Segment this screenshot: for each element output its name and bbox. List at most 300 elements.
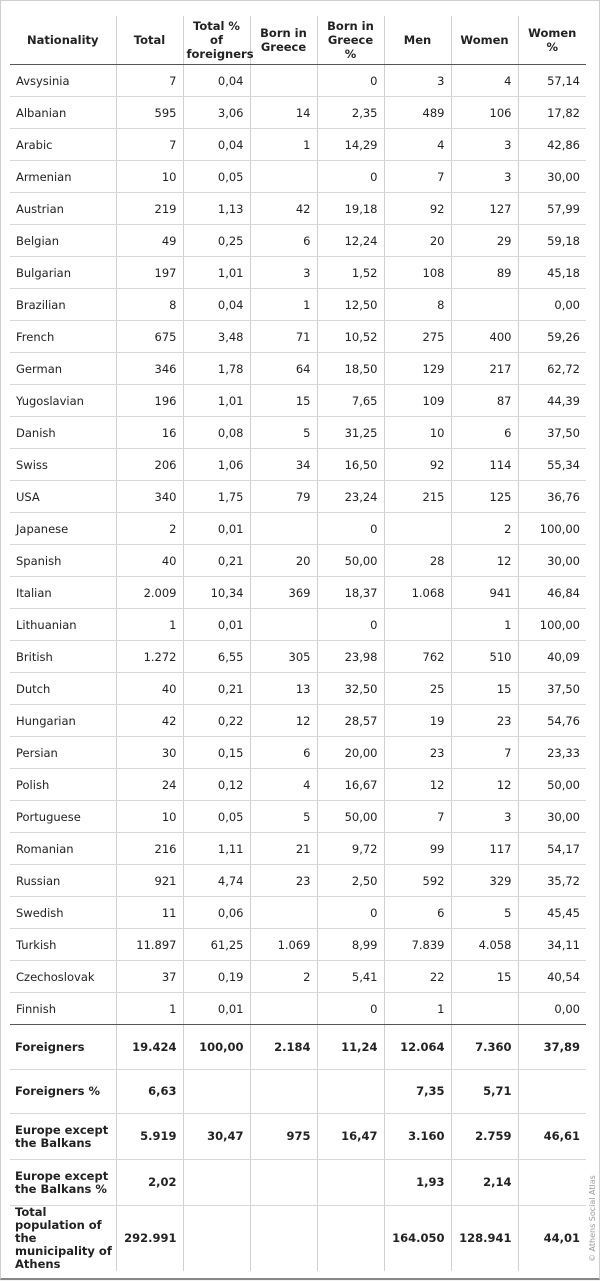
value-cell-born-in-greece-pct: 23,24 (317, 481, 384, 513)
value-cell-women: 89 (451, 257, 518, 289)
value-cell-born-in-greece-pct: 14,29 (317, 129, 384, 161)
value-cell-total-pct-foreigners: 1,78 (183, 353, 250, 385)
value-cell-born-in-greece-pct: 0 (317, 993, 384, 1025)
summary-value-cell-total: 5.919 (116, 1114, 183, 1160)
value-cell-total-pct-foreigners: 0,06 (183, 897, 250, 929)
nationality-cell: Persian (10, 737, 116, 769)
nationality-cell: Swiss (10, 449, 116, 481)
value-cell-men: 489 (384, 97, 451, 129)
summary-label-cell: Foreigners % (10, 1070, 116, 1114)
value-cell-women: 400 (451, 321, 518, 353)
summary-value-cell-women: 2,14 (451, 1160, 518, 1206)
table-row (10, 673, 586, 705)
summary-value-cell-men: 7,35 (384, 1070, 451, 1114)
value-cell-women-pct: 57,14 (518, 65, 586, 97)
value-cell-men: 20 (384, 225, 451, 257)
value-cell-born-in-greece: 13 (250, 673, 317, 705)
value-cell-women-pct: 42,86 (518, 129, 586, 161)
table-row (10, 833, 586, 865)
value-cell-total-pct-foreigners: 1,11 (183, 833, 250, 865)
nationality-cell: British (10, 641, 116, 673)
value-cell-born-in-greece-pct: 50,00 (317, 545, 384, 577)
value-cell-women: 29 (451, 225, 518, 257)
value-cell-men: 275 (384, 321, 451, 353)
value-cell-total: 197 (116, 257, 183, 289)
value-cell-born-in-greece: 79 (250, 481, 317, 513)
value-cell-born-in-greece-pct: 7,65 (317, 385, 384, 417)
value-cell-women: 941 (451, 577, 518, 609)
value-cell-women-pct: 40,09 (518, 641, 586, 673)
summary-value-cell-born-in-greece-pct (317, 1206, 384, 1272)
value-cell-total-pct-foreigners: 0,12 (183, 769, 250, 801)
nationality-cell: Spanish (10, 545, 116, 577)
table-row (10, 321, 586, 353)
value-cell-men: 108 (384, 257, 451, 289)
value-cell-born-in-greece (250, 65, 317, 97)
value-cell-born-in-greece-pct: 0 (317, 161, 384, 193)
nationality-cell: Turkish (10, 929, 116, 961)
nationality-cell: Armenian (10, 161, 116, 193)
value-cell-total-pct-foreigners: 0,22 (183, 705, 250, 737)
value-cell-born-in-greece: 369 (250, 577, 317, 609)
value-cell-women-pct: 34,11 (518, 929, 586, 961)
value-cell-born-in-greece-pct: 2,35 (317, 97, 384, 129)
table-row (10, 193, 586, 225)
summary-value-cell-men: 1,93 (384, 1160, 451, 1206)
table-row (10, 353, 586, 385)
table-row (10, 769, 586, 801)
value-cell-men: 12 (384, 769, 451, 801)
value-cell-born-in-greece-pct: 0 (317, 897, 384, 929)
value-cell-born-in-greece-pct: 9,72 (317, 833, 384, 865)
value-cell-men: 7 (384, 801, 451, 833)
value-cell-total: 2.009 (116, 577, 183, 609)
nationality-cell: Yugoslavian (10, 385, 116, 417)
table-row (10, 129, 586, 161)
nationality-cell: French (10, 321, 116, 353)
value-cell-total-pct-foreigners: 0,01 (183, 993, 250, 1025)
summary-value-cell-women: 2.759 (451, 1114, 518, 1160)
summary-value-cell-total-pct-foreigners: 100,00 (183, 1025, 250, 1070)
value-cell-women-pct: 100,00 (518, 513, 586, 545)
value-cell-born-in-greece: 71 (250, 321, 317, 353)
value-cell-born-in-greece: 5 (250, 417, 317, 449)
value-cell-women-pct: 0,00 (518, 993, 586, 1025)
value-cell-women: 510 (451, 641, 518, 673)
value-cell-born-in-greece: 23 (250, 865, 317, 897)
value-cell-men: 1.068 (384, 577, 451, 609)
nationality-cell: Brazilian (10, 289, 116, 321)
summary-value-cell-women-pct: 44,01 (543, 1231, 580, 1245)
nationality-cell: Swedish (10, 897, 116, 929)
value-cell-born-in-greece-pct: 8,99 (317, 929, 384, 961)
summary-value-cell-women-pct (518, 1160, 586, 1206)
value-cell-total: 37 (116, 961, 183, 993)
value-cell-born-in-greece-pct: 1,52 (317, 257, 384, 289)
value-cell-total: 40 (116, 545, 183, 577)
nationality-cell: Albanian (10, 97, 116, 129)
value-cell-total: 49 (116, 225, 183, 257)
value-cell-men: 23 (384, 737, 451, 769)
value-cell-total: 8 (116, 289, 183, 321)
value-cell-born-in-greece (250, 161, 317, 193)
value-cell-born-in-greece: 15 (250, 385, 317, 417)
summary-value-cell-born-in-greece-pct (317, 1160, 384, 1206)
value-cell-men: 215 (384, 481, 451, 513)
summary-value-cell-men: 12.064 (384, 1025, 451, 1070)
value-cell-born-in-greece: 14 (250, 97, 317, 129)
summary-value-cell-total: 19.424 (116, 1025, 183, 1070)
nationality-cell: Russian (10, 865, 116, 897)
value-cell-total: 11.897 (116, 929, 183, 961)
summary-label-cell: Total population of the municipality of Athens (10, 1206, 116, 1272)
value-cell-born-in-greece: 34 (250, 449, 317, 481)
value-cell-total: 2 (116, 513, 183, 545)
value-cell-women-pct: 23,33 (518, 737, 586, 769)
column-header-born-in-greece: Born in Greece (250, 16, 317, 65)
value-cell-born-in-greece (250, 513, 317, 545)
value-cell-total: 7 (116, 129, 183, 161)
table-row (10, 385, 586, 417)
value-cell-total-pct-foreigners: 0,04 (183, 289, 250, 321)
value-cell-born-in-greece: 1.069 (250, 929, 317, 961)
column-header-born-in-greece-pct: Born in Greece % (317, 16, 384, 65)
summary-value-cell-born-in-greece-pct: 16,47 (317, 1114, 384, 1160)
value-cell-total-pct-foreigners: 0,21 (183, 545, 250, 577)
value-cell-women-pct: 55,34 (518, 449, 586, 481)
value-cell-men: 1 (384, 993, 451, 1025)
value-cell-women: 12 (451, 545, 518, 577)
value-cell-women: 125 (451, 481, 518, 513)
value-cell-born-in-greece-pct: 12,24 (317, 225, 384, 257)
value-cell-women-pct: 37,50 (518, 673, 586, 705)
summary-value-cell-total-pct-foreigners: 30,47 (183, 1114, 250, 1160)
value-cell-men: 10 (384, 417, 451, 449)
value-cell-women-pct: 0,00 (518, 289, 586, 321)
value-cell-women: 5 (451, 897, 518, 929)
value-cell-total: 346 (116, 353, 183, 385)
table-row (10, 449, 586, 481)
value-cell-total-pct-foreigners: 1,01 (183, 385, 250, 417)
value-cell-women (451, 289, 518, 321)
value-cell-total-pct-foreigners: 3,06 (183, 97, 250, 129)
value-cell-total-pct-foreigners: 0,21 (183, 673, 250, 705)
value-cell-women-pct: 30,00 (518, 545, 586, 577)
nationality-table (10, 16, 586, 1271)
table-row (10, 577, 586, 609)
nationality-cell: Austrian (10, 193, 116, 225)
summary-value-cell-women: 128.941 (451, 1206, 518, 1272)
table-row (10, 993, 586, 1025)
value-cell-born-in-greece (250, 993, 317, 1025)
value-cell-total: 219 (116, 193, 183, 225)
value-cell-born-in-greece (250, 609, 317, 641)
value-cell-men (384, 609, 451, 641)
table-row (10, 257, 586, 289)
value-cell-total-pct-foreigners: 3,48 (183, 321, 250, 353)
table-row (10, 737, 586, 769)
nationality-cell: Polish (10, 769, 116, 801)
value-cell-born-in-greece: 4 (250, 769, 317, 801)
summary-value-cell-born-in-greece (250, 1206, 317, 1272)
value-cell-women-pct: 45,45 (518, 897, 586, 929)
value-cell-total-pct-foreigners: 0,04 (183, 65, 250, 97)
value-cell-women-pct: 44,39 (518, 385, 586, 417)
summary-value-cell-total-pct-foreigners (183, 1070, 250, 1114)
table-row (10, 865, 586, 897)
value-cell-total-pct-foreigners: 61,25 (183, 929, 250, 961)
summary-value-cell-total: 292.991 (116, 1206, 183, 1272)
value-cell-born-in-greece: 6 (250, 225, 317, 257)
value-cell-total-pct-foreigners: 0,15 (183, 737, 250, 769)
table-row (10, 929, 586, 961)
summary-row (10, 1025, 586, 1070)
value-cell-women: 127 (451, 193, 518, 225)
summary-value-cell-born-in-greece-pct: 11,24 (317, 1025, 384, 1070)
value-cell-women: 4.058 (451, 929, 518, 961)
value-cell-women-pct: 54,76 (518, 705, 586, 737)
value-cell-born-in-greece: 1 (250, 129, 317, 161)
value-cell-women (451, 993, 518, 1025)
header-row (10, 16, 586, 65)
value-cell-born-in-greece-pct: 19,18 (317, 193, 384, 225)
value-cell-born-in-greece-pct: 16,67 (317, 769, 384, 801)
value-cell-women-pct: 54,17 (518, 833, 586, 865)
value-cell-women-pct: 50,00 (518, 769, 586, 801)
value-cell-born-in-greece-pct: 50,00 (317, 801, 384, 833)
value-cell-born-in-greece-pct: 18,37 (317, 577, 384, 609)
value-cell-women-pct: 30,00 (518, 801, 586, 833)
summary-value-cell-women-pct (518, 1070, 586, 1114)
value-cell-women: 7 (451, 737, 518, 769)
table-row (10, 897, 586, 929)
nationality-cell: Belgian (10, 225, 116, 257)
value-cell-total: 196 (116, 385, 183, 417)
value-cell-women: 217 (451, 353, 518, 385)
value-cell-women: 15 (451, 961, 518, 993)
value-cell-women-pct: 46,84 (518, 577, 586, 609)
summary-value-cell-men: 3.160 (384, 1114, 451, 1160)
value-cell-born-in-greece: 21 (250, 833, 317, 865)
value-cell-born-in-greece (250, 897, 317, 929)
value-cell-born-in-greece: 12 (250, 705, 317, 737)
value-cell-women-pct: 30,00 (518, 161, 586, 193)
value-cell-women: 3 (451, 161, 518, 193)
nationality-cell: Japanese (10, 513, 116, 545)
value-cell-born-in-greece-pct: 28,57 (317, 705, 384, 737)
value-cell-women-pct: 17,82 (518, 97, 586, 129)
value-cell-total: 24 (116, 769, 183, 801)
summary-value-cell-total-pct-foreigners (183, 1206, 250, 1272)
value-cell-women: 4 (451, 65, 518, 97)
column-header-total: Total (116, 16, 183, 65)
value-cell-total-pct-foreigners: 0,08 (183, 417, 250, 449)
value-cell-born-in-greece-pct: 0 (317, 513, 384, 545)
value-cell-men: 4 (384, 129, 451, 161)
nationality-cell: Finnish (10, 993, 116, 1025)
value-cell-total-pct-foreigners: 1,13 (183, 193, 250, 225)
value-cell-born-in-greece-pct: 23,98 (317, 641, 384, 673)
nationality-cell: Czechoslovak (10, 961, 116, 993)
value-cell-total-pct-foreigners: 0,05 (183, 801, 250, 833)
value-cell-total: 10 (116, 161, 183, 193)
value-cell-men: 7 (384, 161, 451, 193)
value-cell-women-pct: 57,99 (518, 193, 586, 225)
nationality-cell: Dutch (10, 673, 116, 705)
value-cell-men (384, 513, 451, 545)
value-cell-born-in-greece-pct: 32,50 (317, 673, 384, 705)
value-cell-total: 30 (116, 737, 183, 769)
value-cell-total: 595 (116, 97, 183, 129)
table-row (10, 961, 586, 993)
value-cell-men: 3 (384, 65, 451, 97)
table-row (10, 545, 586, 577)
value-cell-total: 216 (116, 833, 183, 865)
summary-value-cell-total: 2,02 (116, 1160, 183, 1206)
value-cell-total: 921 (116, 865, 183, 897)
value-cell-total: 1.272 (116, 641, 183, 673)
value-cell-total-pct-foreigners: 1,01 (183, 257, 250, 289)
value-cell-born-in-greece-pct: 18,50 (317, 353, 384, 385)
value-cell-born-in-greece: 64 (250, 353, 317, 385)
value-cell-total-pct-foreigners: 6,55 (183, 641, 250, 673)
column-header-men: Men (384, 16, 451, 65)
value-cell-women: 3 (451, 129, 518, 161)
value-cell-men: 22 (384, 961, 451, 993)
value-cell-women: 23 (451, 705, 518, 737)
value-cell-born-in-greece-pct: 12,50 (317, 289, 384, 321)
nationality-cell: Avsysinia (10, 65, 116, 97)
summary-row (10, 1070, 586, 1114)
table-row (10, 801, 586, 833)
value-cell-born-in-greece-pct: 0 (317, 65, 384, 97)
summary-row (10, 1206, 586, 1272)
value-cell-women-pct: 45,18 (518, 257, 586, 289)
value-cell-born-in-greece: 3 (250, 257, 317, 289)
value-cell-total: 10 (116, 801, 183, 833)
value-cell-total-pct-foreigners: 0,19 (183, 961, 250, 993)
summary-value-cell-born-in-greece: 2.184 (250, 1025, 317, 1070)
nationality-cell: Romanian (10, 833, 116, 865)
value-cell-women: 117 (451, 833, 518, 865)
table-body (10, 65, 586, 1025)
nationality-cell: Bulgarian (10, 257, 116, 289)
value-cell-men: 8 (384, 289, 451, 321)
value-cell-born-in-greece: 2 (250, 961, 317, 993)
value-cell-men: 109 (384, 385, 451, 417)
nationality-cell: Italian (10, 577, 116, 609)
summary-value-cell-women: 5,71 (451, 1070, 518, 1114)
value-cell-men: 25 (384, 673, 451, 705)
value-cell-total: 340 (116, 481, 183, 513)
value-cell-women: 12 (451, 769, 518, 801)
value-cell-total: 11 (116, 897, 183, 929)
summary-value-cell-women-pct: 37,89 (518, 1025, 586, 1070)
value-cell-women-pct: 100,00 (518, 609, 586, 641)
value-cell-women-pct: 59,18 (518, 225, 586, 257)
table-row (10, 641, 586, 673)
value-cell-born-in-greece: 5 (250, 801, 317, 833)
value-cell-men: 92 (384, 449, 451, 481)
value-cell-born-in-greece: 1 (250, 289, 317, 321)
summary-value-cell-women: 7.360 (451, 1025, 518, 1070)
summary-value-cell-women-pct: 46,61 (518, 1114, 586, 1160)
summary-value-cell-total: 6,63 (116, 1070, 183, 1114)
value-cell-women: 106 (451, 97, 518, 129)
table-row (10, 609, 586, 641)
value-cell-women-pct: 59,26 (518, 321, 586, 353)
summary-value-cell-men: 164.050 (384, 1206, 451, 1272)
value-cell-born-in-greece: 6 (250, 737, 317, 769)
value-cell-total: 16 (116, 417, 183, 449)
nationality-cell: Arabic (10, 129, 116, 161)
value-cell-men: 28 (384, 545, 451, 577)
value-cell-total: 7 (116, 65, 183, 97)
summary-row (10, 1160, 586, 1206)
value-cell-born-in-greece-pct: 0 (317, 609, 384, 641)
value-cell-men: 92 (384, 193, 451, 225)
value-cell-men: 7.839 (384, 929, 451, 961)
value-cell-total-pct-foreigners: 10,34 (183, 577, 250, 609)
table-row (10, 481, 586, 513)
nationality-cell: USA (10, 481, 116, 513)
summary-label-cell: Foreigners (10, 1025, 116, 1070)
table-row (10, 161, 586, 193)
credit-text: © Athens Social Atlas (588, 1175, 597, 1262)
value-cell-born-in-greece: 305 (250, 641, 317, 673)
value-cell-men: 6 (384, 897, 451, 929)
value-cell-women: 15 (451, 673, 518, 705)
value-cell-women-pct: 62,72 (518, 353, 586, 385)
value-cell-women: 2 (451, 513, 518, 545)
value-cell-women-pct: 35,72 (518, 865, 586, 897)
value-cell-men: 99 (384, 833, 451, 865)
value-cell-total: 206 (116, 449, 183, 481)
value-cell-men: 592 (384, 865, 451, 897)
value-cell-men: 762 (384, 641, 451, 673)
value-cell-total-pct-foreigners: 1,06 (183, 449, 250, 481)
value-cell-born-in-greece-pct: 20,00 (317, 737, 384, 769)
value-cell-born-in-greece-pct: 5,41 (317, 961, 384, 993)
summary-value-cell-born-in-greece-pct (317, 1070, 384, 1114)
value-cell-total-pct-foreigners: 1,75 (183, 481, 250, 513)
summary-label-cell: Europe except the Balkans (10, 1114, 116, 1160)
nationality-cell: Portuguese (10, 801, 116, 833)
table-row (10, 225, 586, 257)
table-row (10, 705, 586, 737)
table-row (10, 417, 586, 449)
table-row (10, 289, 586, 321)
summary-label-cell: Europe except the Balkans % (10, 1160, 116, 1206)
value-cell-born-in-greece-pct: 31,25 (317, 417, 384, 449)
value-cell-women: 114 (451, 449, 518, 481)
column-header-nationality: Nationality (10, 16, 116, 65)
value-cell-women: 6 (451, 417, 518, 449)
summary-row (10, 1114, 586, 1160)
table-row (10, 65, 586, 97)
table-header (10, 16, 586, 65)
value-cell-total: 42 (116, 705, 183, 737)
value-cell-total-pct-foreigners: 0,05 (183, 161, 250, 193)
value-cell-men: 19 (384, 705, 451, 737)
nationality-cell: Lithuanian (10, 609, 116, 641)
value-cell-men: 129 (384, 353, 451, 385)
value-cell-born-in-greece-pct: 2,50 (317, 865, 384, 897)
summary-value-cell-born-in-greece: 975 (250, 1114, 317, 1160)
value-cell-women-pct: 37,50 (518, 417, 586, 449)
value-cell-total-pct-foreigners: 0,04 (183, 129, 250, 161)
column-header-women: Women (451, 16, 518, 65)
